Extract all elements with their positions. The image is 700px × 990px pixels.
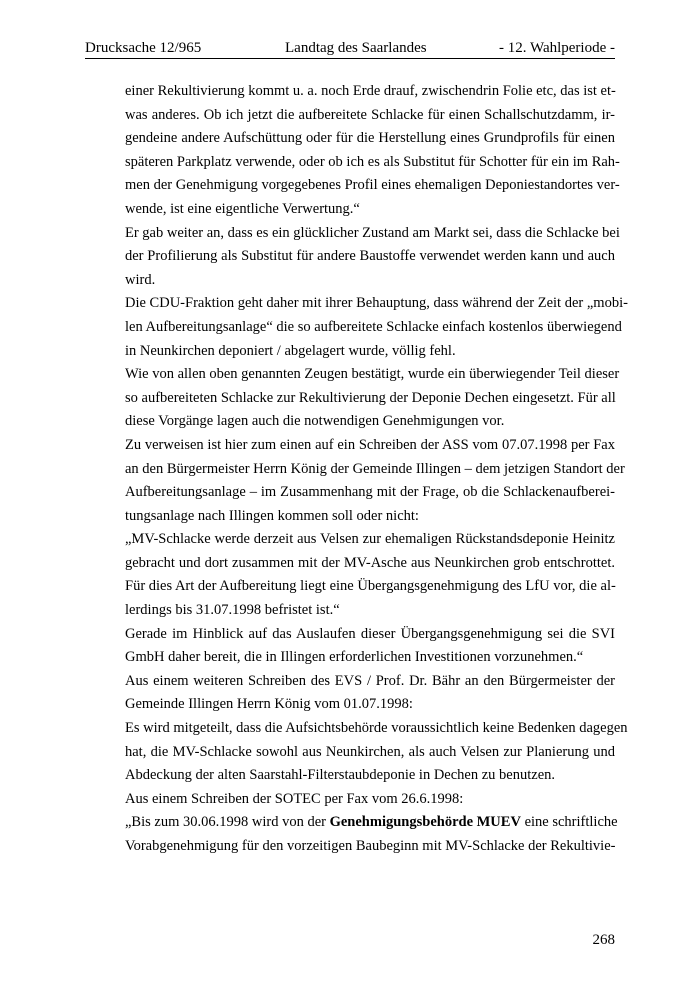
document-number: Drucksache 12/965 <box>85 40 202 56</box>
text-line: Aus einem Schreiben der SOTEC per Fax vom 26.6.1998: <box>125 790 464 807</box>
text-line-with-bold <box>125 811 618 835</box>
text-line: wird. <box>125 271 156 288</box>
text-line: wende, ist eine eigentliche Verwertung.“ <box>125 200 360 217</box>
page-number: 268 <box>592 932 615 948</box>
bold-authority-name: Genehmigungsbehörde MUEV <box>329 814 521 831</box>
text-line: diese Vorgänge lagen auch die notwendigen Genehmigungen vor. <box>125 413 505 430</box>
text-segment: „Bis zum 30.06.1998 wird von der <box>125 814 330 831</box>
text-line: gendeine andere Aufschüttung oder für die Herstellung eines Grundprofils für einen <box>125 130 615 147</box>
text-line: Wie von allen oben genannten Zeugen bestätigt, wurde ein überwiegender Teil dieser <box>125 366 620 383</box>
text-line: tungsanlage nach Illingen kommen soll oder nicht: <box>125 507 419 524</box>
text-line: so aufbereiteten Schlacke zur Rekultivierung der Deponie Dechen eingesetzt. Für all <box>125 389 616 406</box>
text-line: lerdings bis 31.07.1998 befristet ist.“ <box>125 602 340 619</box>
text-line: men der Genehmigung vorgegebenes Profil eines ehemaligen Deponiestandortes ver- <box>125 177 620 194</box>
text-line: Vorabgenehmigung für den vorzeitigen Baubeginn mit MV-Schlacke der Rekultivie- <box>125 838 616 854</box>
page-header <box>85 38 615 59</box>
text-line: Aus einem weiteren Schreiben des EVS / Prof. Dr. Bähr an den Bürgermeister der <box>125 672 615 689</box>
text-line: Er gab weiter an, dass es ein glücklicher Zustand am Markt sei, dass die Schlacke bei <box>125 224 620 241</box>
text-line: Aufbereitungsanlage – im Zusammenhang mit der Frage, ob die Schlackenaufberei- <box>125 484 615 501</box>
text-line: Die CDU-Fraktion geht daher mit ihrer Behauptung, dass während der Zeit der „mobi- <box>125 295 628 312</box>
legislative-period: - 12. Wahlperiode - <box>499 40 615 56</box>
text-line: in Neunkirchen deponiert / abgelagert wurde, völlig fehl. <box>125 342 456 359</box>
text-line: Zu verweisen ist hier zum einen auf ein Schreiben der ASS vom 07.07.1998 per Fax <box>125 436 615 453</box>
text-line: an den Bürgermeister Herrn König der Gemeinde Illingen – dem jetzigen Standort der <box>125 460 625 477</box>
text-line: späteren Parkplatz verwende, oder ob ich es als Substitut für Schotter für ein im Rah- <box>125 153 620 170</box>
text-line: „MV-Schlacke werde derzeit aus Velsen zur ehemaligen Rückstandsdeponie Heinitz <box>125 531 615 548</box>
text-line: Es wird mitgeteilt, dass die Aufsichtsbehörde voraussichtlich keine Bedenken dagegen <box>125 720 628 737</box>
text-line: der Profilierung als Substitut für andere Baustoffe verwendet werden kann und auch <box>125 248 615 265</box>
parliament-name: Landtag des Saarlandes <box>285 40 427 56</box>
text-line: len Aufbereitungsanlage“ die so aufbereitete Schlacke einfach kostenlos überwiegend <box>125 318 622 335</box>
text-line: Für dies Art der Aufbereitung liegt eine Übergangsgenehmigung des LfU vor, die al- <box>125 578 616 595</box>
text-line: hat, die MV-Schlacke sowohl aus Neunkirchen, als auch Velsen zur Planierung und <box>125 743 615 760</box>
text-line: GmbH daher bereit, die in Illingen erforderlichen Investitionen vorzunehmen.“ <box>125 649 584 666</box>
text-line: Gerade im Hinblick auf das Auslaufen dieser Übergangsgenehmigung sei die SVI <box>125 625 615 642</box>
text-line: gebracht und dort zusammen mit der MV-Asche aus Neunkirchen grob entschrottet. <box>125 554 615 571</box>
text-line: Abdeckung der alten Saarstahl-Filterstaubdeponie in Dechen zu benutzen. <box>125 767 556 784</box>
text-segment: eine schriftliche <box>520 814 618 831</box>
body-text <box>125 80 628 859</box>
text-line: Gemeinde Illingen Herrn König vom 01.07.1998: <box>125 696 413 713</box>
text-line: einer Rekultivierung kommt u. a. noch Erde drauf, zwischendrin Folie etc, das ist et- <box>125 83 616 99</box>
text-line: was anderes. Ob ich jetzt die aufbereitete Schlacke für einen Schallschutzdamm, ir- <box>125 106 615 123</box>
